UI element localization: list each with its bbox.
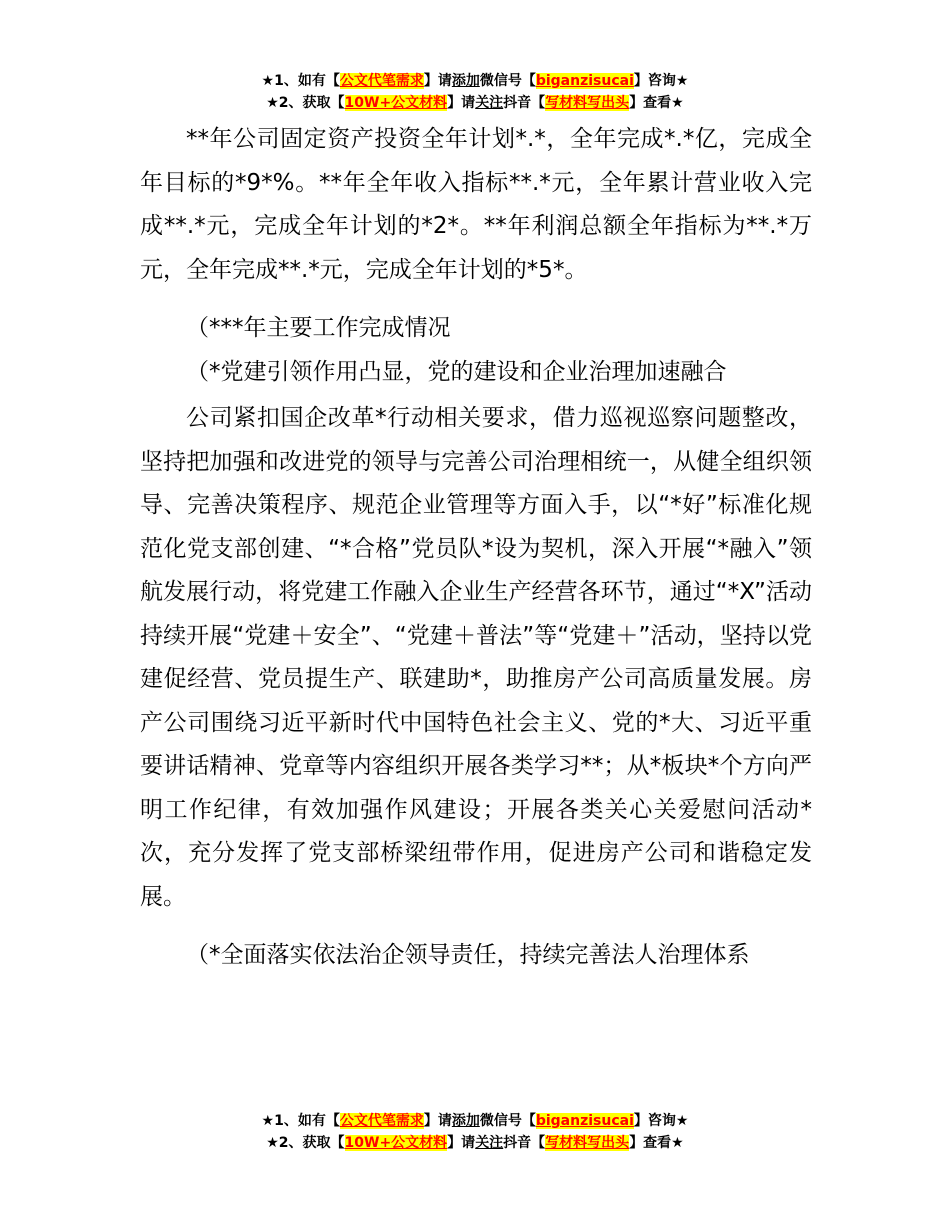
notice-text: 】咨询★ (633, 1113, 689, 1129)
notice-emphasis-follow: 关注 (475, 1135, 504, 1151)
notice-emphasis-add: 添加 (451, 73, 480, 89)
footer-notice-line-1 (0, 1110, 950, 1132)
notice-highlight-douyin: 写材料写出头 (545, 1135, 630, 1151)
notice-text: 】咨询★ (633, 73, 689, 89)
notice-text: 抖音【 (503, 95, 546, 111)
notice-highlight-ghostwriting: 公文代笔需求 (339, 1113, 424, 1129)
notice-text: 】请 (423, 1113, 452, 1129)
notice-highlight-materials: 10W+公文材料 (344, 95, 448, 111)
notice-text: 微信号【 (479, 73, 536, 89)
section-heading-rule-of-law: （*全面落实依法治企领导责任，持续完善法人治理体系 (186, 942, 750, 968)
header-notice (0, 70, 950, 114)
notice-emphasis-add: 添加 (451, 1113, 480, 1129)
notice-text: ★1、如有【 (261, 73, 340, 89)
notice-text: 】查看★ (629, 95, 684, 111)
notice-emphasis-follow: 关注 (475, 95, 504, 111)
footer-notice (0, 1110, 950, 1154)
notice-text: ★1、如有【 (261, 1113, 340, 1129)
footer-notice-line-2 (0, 1132, 950, 1154)
notice-highlight-wechat-id: biganzisucai (535, 73, 634, 89)
notice-text: 】查看★ (629, 1135, 684, 1151)
notice-highlight-ghostwriting: 公文代笔需求 (339, 73, 424, 89)
notice-text: ★2、获取【 (266, 1135, 345, 1151)
notice-text: 抖音【 (503, 1135, 546, 1151)
section-heading-main-work: （***年主要工作完成情况 (186, 315, 451, 341)
header-notice-line-1 (0, 70, 950, 92)
notice-highlight-wechat-id: biganzisucai (535, 1113, 634, 1129)
section-heading-party-building: （*党建引领作用凸显，党的建设和企业治理加速融合 (186, 358, 727, 385)
notice-highlight-materials: 10W+公文材料 (344, 1135, 448, 1151)
notice-text: 微信号【 (479, 1113, 536, 1129)
paragraph-investment-summary: **年公司固定资产投资全年计划*.*，全年完成*.*亿，完成全年目标的*9*%。**年全年收入指标**.*元，全年累计营业收入完成**.*元，完成全年计划的*2*。**年利润总额全年指标为**.*万元，全年完成**.*元，完成全年计划的*5*。 (140, 126, 812, 283)
notice-text: ★2、获取【 (266, 95, 345, 111)
header-notice-line-2 (0, 92, 950, 114)
document-body (140, 118, 812, 978)
notice-text: 】请 (447, 95, 476, 111)
notice-text: 】请 (447, 1135, 476, 1151)
notice-text: 】请 (423, 73, 452, 89)
notice-highlight-douyin: 写材料写出头 (545, 95, 630, 111)
paragraph-party-building: 公司紧扣国企改革*行动相关要求，借力巡视巡察问题整改，坚持把加强和改进党的领导与完善公司治理相统一，从健全组织领导、完善决策程序、规范企业管理等方面入手，以“*好”标准化规范化党支部创建、“*合格”党员队*设为契机，深入开展“*融入”领航发展行动，将党建工作融入企业生产经营各环节，通过“*X”活动持续开展“党建＋安全”、“党建＋普法”等“党建＋”活动，坚持以党建促经营、党员提生产、联建助*，助推房产公司高质量发展。房产公司围绕习近平新时代中国特色社会主义、党的*大、习近平重要讲话精神、党章等内容组织开展各类学习**；从*板块*个方向严明工作纪律，有效加强作风建设；开展各类关心关爱慰问活动*次，充分发挥了党支部桥梁纽带作用，促进房产公司和谐稳定发展。 (140, 405, 812, 910)
